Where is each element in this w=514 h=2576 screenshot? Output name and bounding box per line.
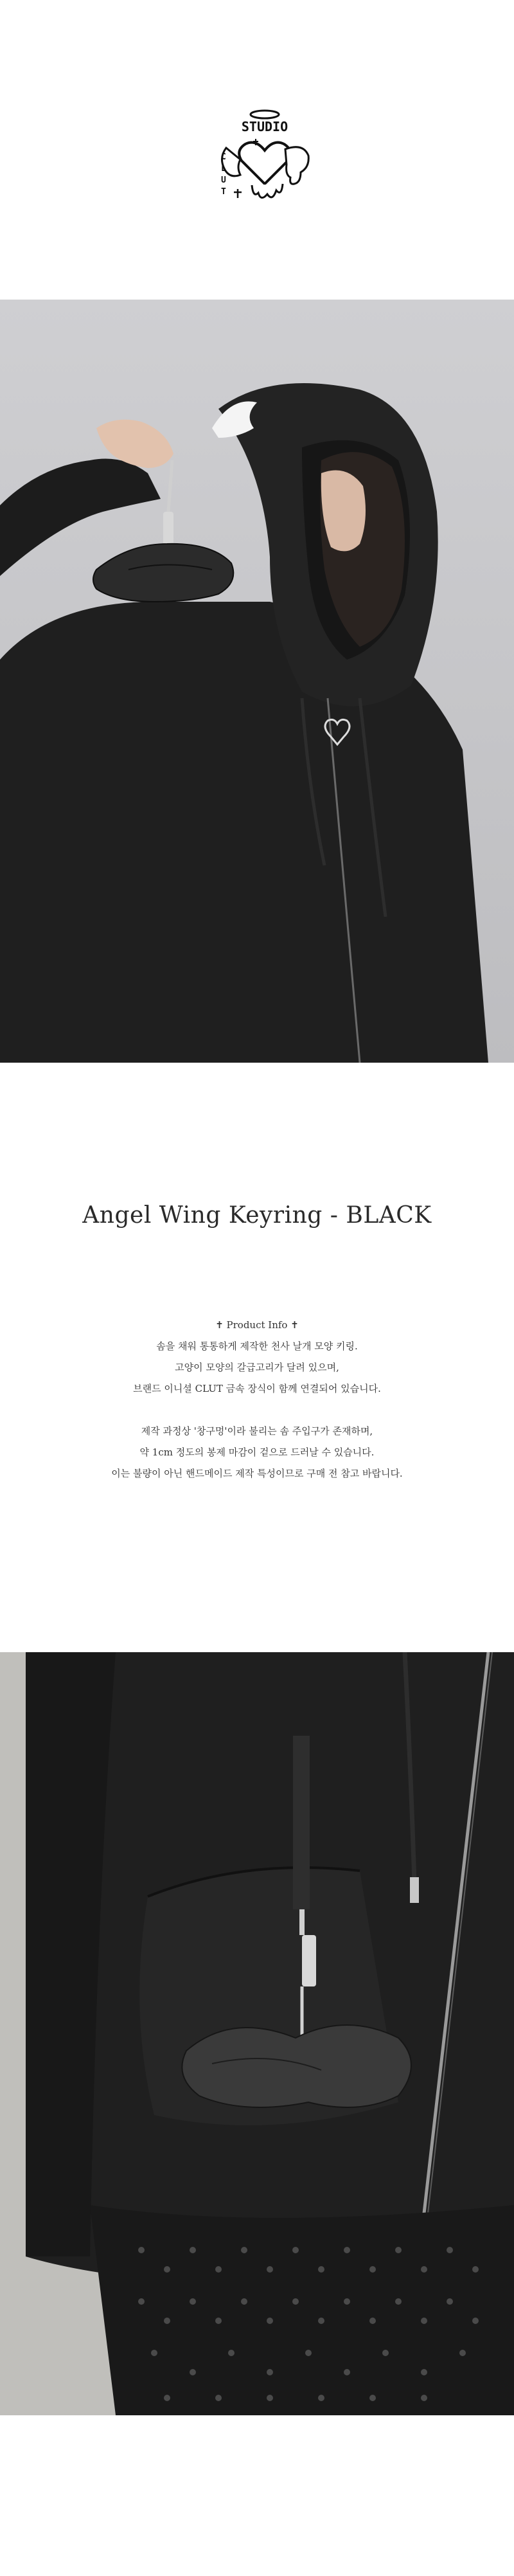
info-line: 솜을 채워 통통하게 제작한 천사 날개 모양 키링. — [156, 1340, 358, 1352]
paragraph-gap — [0, 1400, 514, 1421]
svg-text:L: L — [221, 164, 226, 174]
info-line: 고양이 모양의 갈급고리가 달려 있으며, — [175, 1362, 339, 1373]
svg-text:T: T — [221, 187, 226, 197]
product-photo-pocket-detail — [0, 1652, 514, 2415]
svg-text:C: C — [221, 152, 226, 162]
heart-halo-wings-icon — [218, 108, 310, 224]
info-line: 제작 과정상 '창구멍'이라 불리는 솜 주입구가 존재하며, — [141, 1425, 373, 1437]
logo-studio-text: STUDIO — [241, 119, 288, 134]
info-line: 이는 불량이 아닌 핸드메이드 제작 특성이므로 구매 전 참고 바랍니다. — [111, 1468, 403, 1479]
svg-text:U: U — [221, 176, 226, 185]
product-info-label: ✝ Product Info ✝ — [215, 1319, 299, 1331]
product-photo-model-hood — [0, 300, 514, 1063]
product-info — [0, 1315, 514, 1484]
product-title: Angel Wing Keyring - BLACK — [82, 1202, 432, 1229]
info-line: 약 1cm 정도의 봉제 마감이 겉으로 드러날 수 있습니다. — [139, 1446, 375, 1458]
brand-logo — [218, 108, 310, 224]
info-line: 브랜드 이니셜 CLUT 금속 장식이 함께 연결되어 있습니다. — [133, 1383, 381, 1394]
